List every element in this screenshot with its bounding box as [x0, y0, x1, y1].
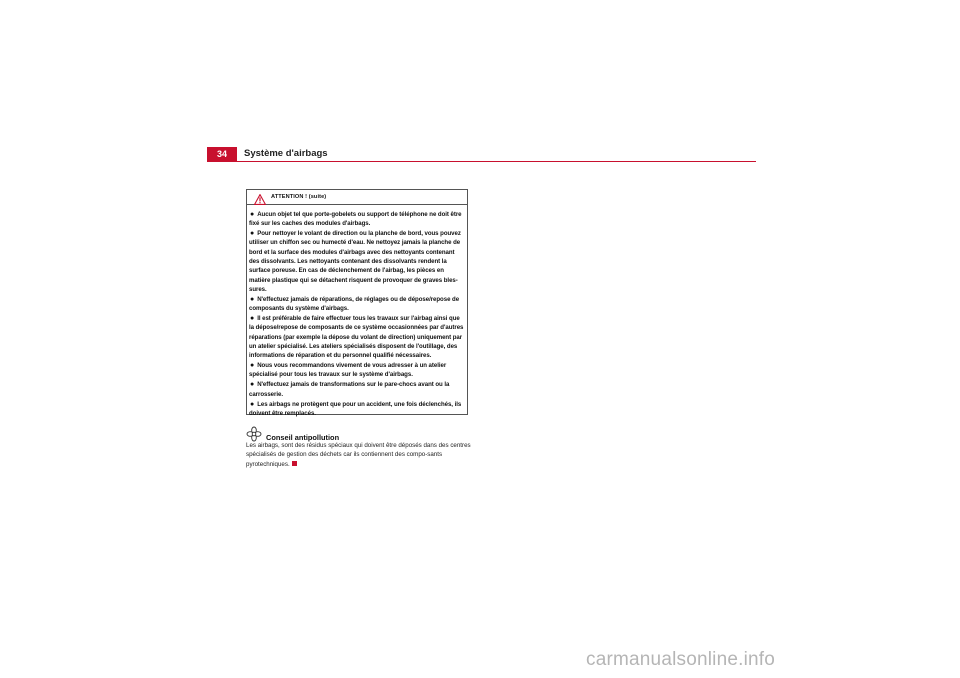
warning-item	[249, 314, 465, 360]
warning-item-text: N'effectuez jamais de transformations sur le pare-chocs avant ou la carrosserie.	[249, 381, 450, 398]
eco-title: Conseil antipollution	[266, 433, 340, 442]
warning-item	[249, 380, 465, 399]
warning-title: ATTENTION ! (suite)	[271, 194, 327, 200]
bullet-icon: ●	[250, 230, 255, 238]
warning-item-text: Nous vous recommandons vivement de vous adresser à un atelier spécialisé pour tous les travaux sur le système d'airbags.	[249, 362, 447, 379]
warning-item	[249, 400, 465, 419]
bullet-icon: ●	[250, 315, 255, 323]
warning-item	[249, 229, 465, 294]
warning-item-text: Aucun objet tel que porte-gobelets ou support de téléphone ne doit être fixé sur les caches des modules d'airbags.	[249, 211, 462, 228]
bullet-icon: ●	[250, 400, 255, 408]
page-title: Système d'airbags	[244, 148, 328, 159]
warning-box	[246, 189, 468, 415]
environment-flower-icon	[246, 426, 262, 442]
warning-list	[247, 205, 467, 418]
header-divider	[207, 161, 756, 162]
warning-item	[249, 295, 465, 314]
bullet-icon: ●	[250, 381, 255, 389]
warning-header	[247, 190, 467, 205]
warning-item-text: Il est préférable de faire effectuer tous les travaux sur l'airbag ainsi que la dépose/repose de composants de ce système occasionnées par d'autres réparations (par exemple la dépose du volant de direction) uniquement par un atelier spécialisé. Les ateliers spécialisés disposent de l'outillage, des informations de réparation et du personnel qualifié nécessaires.	[249, 315, 464, 360]
section-end-marker	[292, 461, 297, 466]
bullet-icon: ●	[250, 295, 255, 303]
bullet-icon: ●	[250, 211, 255, 218]
eco-text: Les airbags, sont des résidus spéciaux qui doivent être déposés dans des centres spécialisés de gestion des déchets car ils contiennent des compo-sants pyrotechniques.	[246, 442, 471, 468]
warning-item-text: Pour nettoyer le volant de direction ou la planche de bord, vous pouvez utiliser un chiffon sec ou humecté d'eau. Ne nettoyez jamais la planche de bord et la surface des modules d'airbags avec des nettoyants contenant des dissolvants. Les nettoyants contenant des dissolvants rendent la surface poreuse. En cas de déclenchement de l'airbag, les pièces en matière plastique qui se détachent risquent de provoquer de graves bles-sures.	[249, 230, 461, 293]
warning-triangle-icon	[254, 192, 266, 203]
warning-item-text: Les airbags ne protègent que pour un accident, une fois déclenchés, ils doivent être remplacés.	[249, 400, 462, 417]
warning-item	[249, 210, 465, 229]
bullet-icon: ●	[250, 362, 255, 370]
warning-item-text: N'effectuez jamais de réparations, de réglages ou de dépose/repose de composants du système d'airbags.	[249, 295, 460, 313]
warning-item	[249, 361, 465, 380]
eco-paragraph	[246, 441, 471, 469]
page-number: 34	[207, 147, 237, 161]
watermark: carmanualsonline.info	[586, 649, 776, 670]
eco-heading	[246, 426, 339, 442]
